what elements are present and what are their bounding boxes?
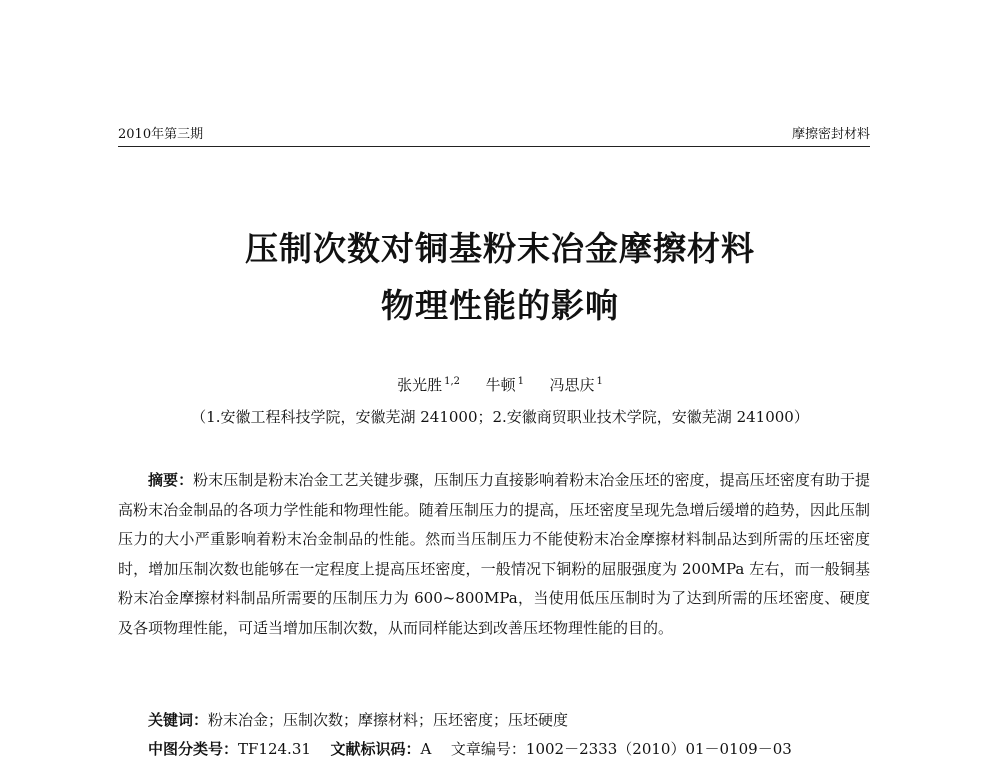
author-affil-mark: 1	[517, 376, 524, 387]
abstract-label: 摘要：	[148, 471, 194, 489]
author-affil-mark: 1	[596, 376, 603, 387]
author-name: 牛顿	[485, 376, 516, 394]
author-affil-mark: 1,2	[444, 376, 460, 387]
paper-title-line-2: 物理性能的影响	[381, 286, 619, 325]
classification-line	[148, 738, 792, 759]
clc-value: TF124.31	[238, 740, 311, 758]
journal-name: 摩擦密封材料	[791, 127, 870, 142]
author-name: 张光胜	[397, 376, 443, 394]
author-list	[0, 374, 1000, 395]
keywords-label: 关键词：	[148, 711, 209, 729]
abstract	[118, 466, 870, 643]
article-number-value: 1002－2333（2010）01－0109－03	[525, 740, 792, 758]
keywords	[148, 709, 568, 730]
running-header	[118, 122, 870, 147]
abstract-text: 粉末压制是粉末冶金工艺关键步骤，压制压力直接影响着粉末冶金压坯的密度，提高压坯密度有助于提高粉末冶金制品的各项力学性能和物理性能。随着压制压力的提高，压坯密度呈现先急增后缓增的趋势，因此压制压力的大小严重影响着粉末冶金制品的性能。然而当压制压力不能使粉末冶金摩擦材料制品达到所需的压坯密度时，增加压制次数也能够在一定程度上提高压坯密度，一般情况下铜粉的屈服强度为 200MPa 左右，而一般铜基粉末冶金摩擦材料制品所需要的压制压力为 600~800MPa，当使用低压压制时为了达到所需的压坯密度、硬度及各项物理性能，可适当增加压制次数，从而同样能达到改善压坯物理性能的目的。	[118, 471, 870, 637]
article-number-label: 文章编号：	[450, 740, 526, 758]
paper-title-line-1: 压制次数对铜基粉末冶金摩擦材料	[245, 229, 755, 268]
keywords-text: 粉末冶金；压制次数；摩擦材料；压坯密度；压坯硬度	[208, 711, 569, 729]
affiliations: （1.安徽工程科技学院，安徽芜湖 241000；2.安徽商贸职业技术学院，安徽芜湖 241000）	[191, 408, 809, 426]
doc-code-label: 文献标识码：	[330, 740, 421, 758]
author-name: 冯思庆	[549, 376, 595, 394]
issue-label: 2010年第三期	[118, 127, 204, 142]
doc-code-value: A	[420, 740, 432, 758]
clc-label: 中图分类号：	[148, 740, 239, 758]
